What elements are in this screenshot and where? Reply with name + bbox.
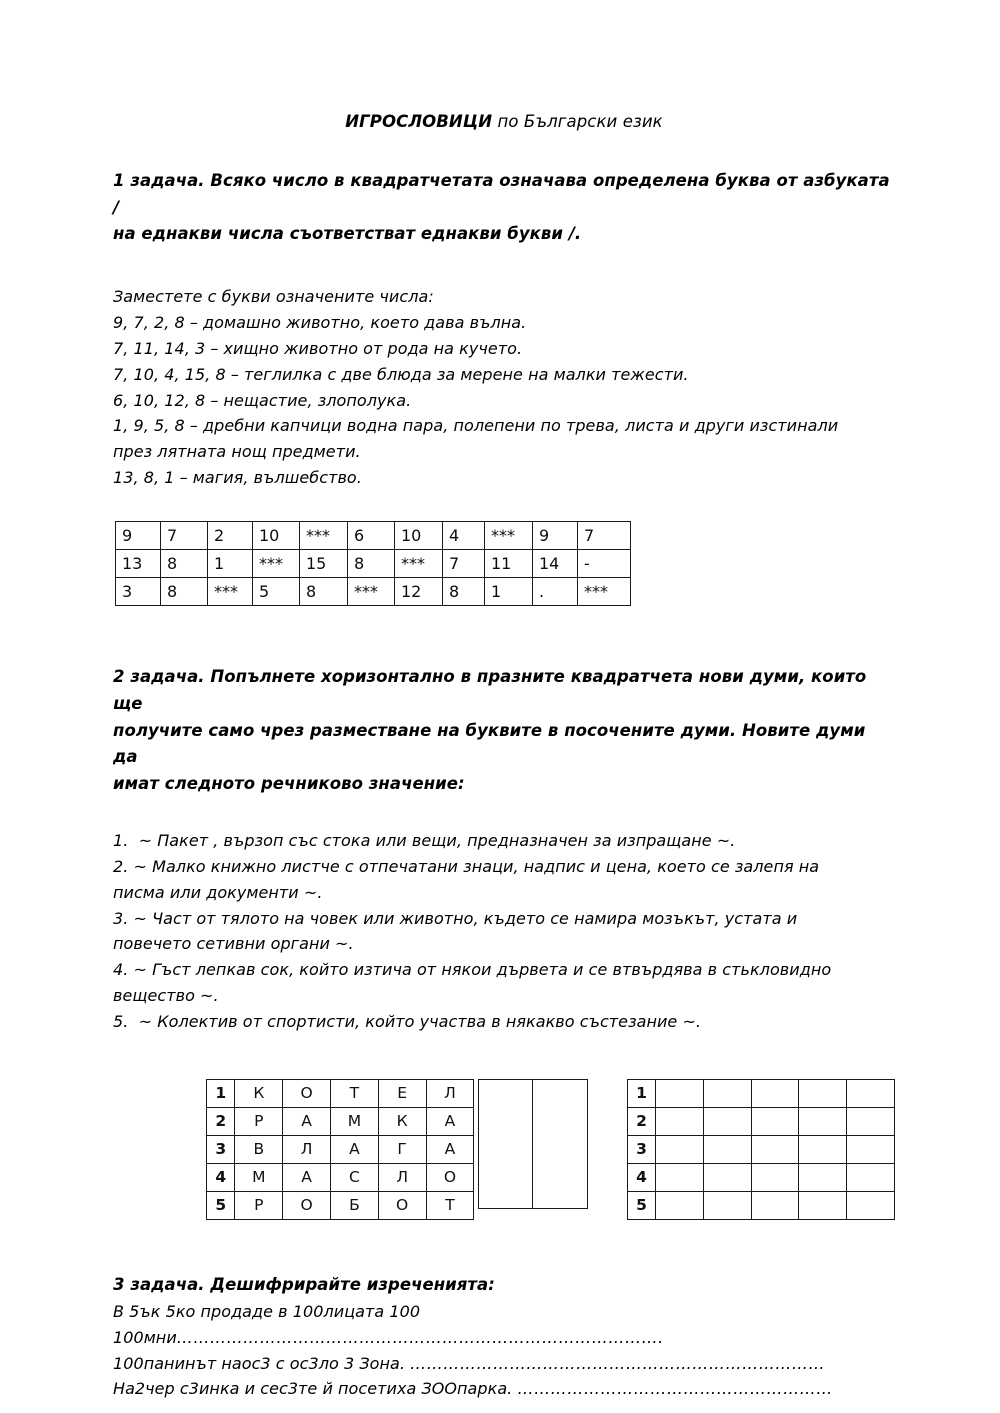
grid-cell: . bbox=[533, 578, 578, 606]
answer-cell[interactable] bbox=[704, 1164, 752, 1192]
row-number: 5 bbox=[207, 1192, 235, 1220]
task1-heading-line2: на еднакви числа съответстват еднакви букви /. bbox=[113, 224, 582, 244]
number-grid bbox=[115, 521, 631, 606]
grid-cell: 1 bbox=[208, 550, 253, 578]
spacer bbox=[113, 491, 895, 521]
grid-cell: 14 bbox=[533, 550, 578, 578]
grid-cell: 15 bbox=[300, 550, 348, 578]
task2-heading-line1: 2 задача. Попълнете хоризонтално в празните квадратчета нови думи, които ще bbox=[113, 667, 873, 713]
table-row bbox=[627, 1136, 894, 1164]
task3-heading-text: 3 задача. Дешифрирайте изреченията: bbox=[113, 1275, 495, 1295]
grid-cell: 8 bbox=[443, 578, 485, 606]
spacer bbox=[113, 248, 895, 284]
grid-cell: *** bbox=[578, 578, 631, 606]
answer-dots: ……………………………………………………………………………. bbox=[176, 1327, 664, 1347]
letter-cell: Р bbox=[235, 1108, 283, 1136]
answer-cell[interactable] bbox=[656, 1164, 704, 1192]
answer-cell[interactable] bbox=[847, 1192, 895, 1220]
table-row bbox=[116, 522, 631, 550]
task1-clue: 7, 10, 4, 15, 8 – теглилка с две блюда за мерене на малки тежести. bbox=[113, 364, 689, 384]
task3-sentence bbox=[113, 1376, 895, 1402]
answer-cell[interactable] bbox=[656, 1108, 704, 1136]
grid-cell: 6 bbox=[348, 522, 395, 550]
table-row bbox=[207, 1136, 474, 1164]
letter-cell: О bbox=[283, 1080, 331, 1108]
page-title bbox=[113, 112, 895, 132]
task3-sentence-list bbox=[113, 1299, 895, 1403]
letter-cell: К bbox=[235, 1080, 283, 1108]
task3-sentence bbox=[113, 1351, 895, 1377]
filled-word-grid bbox=[206, 1079, 474, 1220]
task2-clue: 4. ~ Гъст лепкав сок, който изтича от някои дървета и се втвърдява в стькловидно bbox=[113, 960, 832, 980]
grid-cell: 10 bbox=[395, 522, 443, 550]
answer-cell[interactable] bbox=[751, 1164, 799, 1192]
grid-cell: 9 bbox=[533, 522, 578, 550]
task2-clue: повечето сетивни органи ~. bbox=[113, 934, 354, 954]
grid-cell: 8 bbox=[161, 550, 208, 578]
answer-cell[interactable] bbox=[704, 1080, 752, 1108]
grid-cell: 13 bbox=[116, 550, 161, 578]
answer-cell[interactable] bbox=[656, 1136, 704, 1164]
task1-clue: 13, 8, 1 – магия, вълшебство. bbox=[113, 468, 362, 488]
task2-clue: писма или документи ~. bbox=[113, 882, 323, 902]
task2-grids-row bbox=[206, 1079, 895, 1220]
letter-cell: Л bbox=[283, 1136, 331, 1164]
task2-clue: 1. ~ Пакет , вързоп със стока или вещи, предназначен за изпращане ~. bbox=[113, 830, 736, 850]
task3-sentence-text: 100панинът наос3 с ос3ло 3 Зона. bbox=[113, 1353, 411, 1373]
answer-cell[interactable] bbox=[656, 1192, 704, 1220]
table-row bbox=[116, 578, 631, 606]
letter-cell: С bbox=[330, 1164, 378, 1192]
empty-answer-grid bbox=[627, 1079, 895, 1220]
spacer bbox=[113, 1220, 895, 1272]
letter-cell: А bbox=[283, 1108, 331, 1136]
grid-cell: *** bbox=[208, 578, 253, 606]
task2-clue: 5. ~ Колектив от спортисти, който участва в някакво състезание ~. bbox=[113, 1012, 702, 1032]
letter-cell: М bbox=[330, 1108, 378, 1136]
letter-cell: О bbox=[378, 1192, 426, 1220]
table-row bbox=[116, 550, 631, 578]
task2-heading bbox=[113, 664, 895, 798]
letter-cell: К bbox=[378, 1108, 426, 1136]
task3-sentence-text: На2чер с3инка и сес3те й посетиха ЗООпарка. bbox=[113, 1379, 518, 1399]
answer-cell[interactable] bbox=[656, 1080, 704, 1108]
task1-heading-line1: 1 задача. Всяко число в квадратчетата означава определена буква от азбуката / bbox=[113, 170, 896, 217]
answer-cell[interactable] bbox=[704, 1136, 752, 1164]
table-row bbox=[627, 1164, 894, 1192]
task1-clue-list bbox=[113, 284, 895, 491]
row-number: 2 bbox=[627, 1108, 656, 1136]
letter-cell: Б bbox=[330, 1192, 378, 1220]
grid-cell: 2 bbox=[208, 522, 253, 550]
letter-cell: Л bbox=[426, 1080, 474, 1108]
task1-clue: 7, 11, 14, 3 – хищно животно от рода на кучето. bbox=[113, 338, 523, 358]
table-row bbox=[207, 1192, 474, 1220]
answer-cell[interactable] bbox=[704, 1108, 752, 1136]
letter-cell: О bbox=[426, 1164, 474, 1192]
task1-clue: 9, 7, 2, 8 – домашно животно, което дава вълна. bbox=[113, 312, 527, 332]
task1-intro: Заместете с букви означените числа: bbox=[113, 286, 434, 306]
answer-cell[interactable] bbox=[751, 1080, 799, 1108]
number-grid-wrapper bbox=[113, 521, 895, 606]
grid-cell: 7 bbox=[161, 522, 208, 550]
grid-cell: 1 bbox=[485, 578, 533, 606]
page-title-rest: по Български език bbox=[492, 112, 663, 131]
task2-clue: вещество ~. bbox=[113, 986, 219, 1006]
grid-cell: 8 bbox=[161, 578, 208, 606]
table-row bbox=[627, 1080, 894, 1108]
grid-cell: 8 bbox=[300, 578, 348, 606]
table-row bbox=[207, 1108, 474, 1136]
table-row bbox=[207, 1080, 474, 1108]
answer-cell[interactable] bbox=[751, 1108, 799, 1136]
letter-cell: В bbox=[235, 1136, 283, 1164]
letter-cell: О bbox=[283, 1192, 331, 1220]
task1-clue: 6, 10, 12, 8 – нещастие, злополука. bbox=[113, 390, 412, 410]
letter-cell: А bbox=[426, 1108, 474, 1136]
table-row bbox=[627, 1108, 894, 1136]
answer-cell[interactable] bbox=[799, 1164, 847, 1192]
answer-cell[interactable] bbox=[847, 1136, 895, 1164]
task1-clue: през лятната нощ предмети. bbox=[113, 442, 361, 462]
row-number: 3 bbox=[207, 1136, 235, 1164]
answer-cell[interactable] bbox=[799, 1108, 847, 1136]
grid-cell: *** bbox=[300, 522, 348, 550]
letter-cell: А bbox=[283, 1164, 331, 1192]
grid-cell: 7 bbox=[578, 522, 631, 550]
answer-cell[interactable] bbox=[799, 1192, 847, 1220]
task3-sentence-text: В 5ък 5ко продаде в 100лицата 100 100мни bbox=[113, 1301, 426, 1347]
task3-heading bbox=[113, 1272, 895, 1299]
grid-cell: 10 bbox=[253, 522, 300, 550]
task2-clue: 2. ~ Малко книжно листче с отпечатани знаци, надпис и цена, което се залепя на bbox=[113, 856, 820, 876]
table-row bbox=[627, 1192, 894, 1220]
letter-cell: А bbox=[330, 1136, 378, 1164]
grid-cell: *** bbox=[348, 578, 395, 606]
letter-cell: Т bbox=[426, 1192, 474, 1220]
table-row bbox=[207, 1164, 474, 1192]
row-number: 3 bbox=[627, 1136, 656, 1164]
task2-clue-list bbox=[113, 828, 895, 1035]
row-number: 1 bbox=[627, 1080, 656, 1108]
letter-cell: Т bbox=[330, 1080, 378, 1108]
answer-cell[interactable] bbox=[799, 1136, 847, 1164]
grid-cell: 7 bbox=[443, 550, 485, 578]
task1-clue: 1, 9, 5, 8 – дребни капчици водна пара, полепени по трева, листа и други изстинали bbox=[113, 416, 839, 436]
answer-cell[interactable] bbox=[751, 1136, 799, 1164]
grid-cell: *** bbox=[485, 522, 533, 550]
grid-cell: *** bbox=[253, 550, 300, 578]
row-number: 4 bbox=[627, 1164, 656, 1192]
grid-cell: 12 bbox=[395, 578, 443, 606]
grid-cell: - bbox=[578, 550, 631, 578]
row-number: 1 bbox=[207, 1080, 235, 1108]
spacer bbox=[113, 1035, 895, 1079]
task2-clue: 3. ~ Част от тялото на човек или животно, където се намира мозъкът, устата и bbox=[113, 908, 798, 928]
spacer bbox=[113, 606, 895, 664]
task1-heading bbox=[113, 168, 895, 248]
answer-cell[interactable] bbox=[751, 1192, 799, 1220]
grid-cell: *** bbox=[395, 550, 443, 578]
letter-cell: Р bbox=[235, 1192, 283, 1220]
grid-cell: 9 bbox=[116, 522, 161, 550]
grid-cell: 3 bbox=[116, 578, 161, 606]
answer-cell[interactable] bbox=[847, 1164, 895, 1192]
task2-heading-line3: имат следното речниково значение: bbox=[113, 774, 465, 794]
grid-cell: 11 bbox=[485, 550, 533, 578]
letter-cell: А bbox=[426, 1136, 474, 1164]
letter-cell: Е bbox=[378, 1080, 426, 1108]
grid-spacer-column-1 bbox=[478, 1079, 533, 1209]
page-title-strong: ИГРОСЛОВИЦИ bbox=[345, 112, 493, 131]
row-number: 2 bbox=[207, 1108, 235, 1136]
grid-cell: 5 bbox=[253, 578, 300, 606]
letter-cell: Л bbox=[378, 1164, 426, 1192]
answer-dots: ………………………………………………………………… bbox=[410, 1353, 826, 1373]
grid-spacer-column-2 bbox=[533, 1079, 588, 1209]
task3-sentence bbox=[113, 1299, 895, 1351]
letter-cell: Г bbox=[378, 1136, 426, 1164]
answer-cell[interactable] bbox=[847, 1108, 895, 1136]
task2-heading-line2: получите само чрез разместване на буквите в посочените думи. Новите думи да bbox=[113, 720, 872, 767]
answer-dots: ………………………………………………… bbox=[517, 1379, 833, 1399]
answer-cell[interactable] bbox=[847, 1080, 895, 1108]
grid-cell: 4 bbox=[443, 522, 485, 550]
spacer bbox=[113, 798, 895, 828]
answer-cell[interactable] bbox=[799, 1080, 847, 1108]
letter-cell: М bbox=[235, 1164, 283, 1192]
row-number: 4 bbox=[207, 1164, 235, 1192]
grid-cell: 8 bbox=[348, 550, 395, 578]
row-number: 5 bbox=[627, 1192, 656, 1220]
answer-cell[interactable] bbox=[704, 1192, 752, 1220]
